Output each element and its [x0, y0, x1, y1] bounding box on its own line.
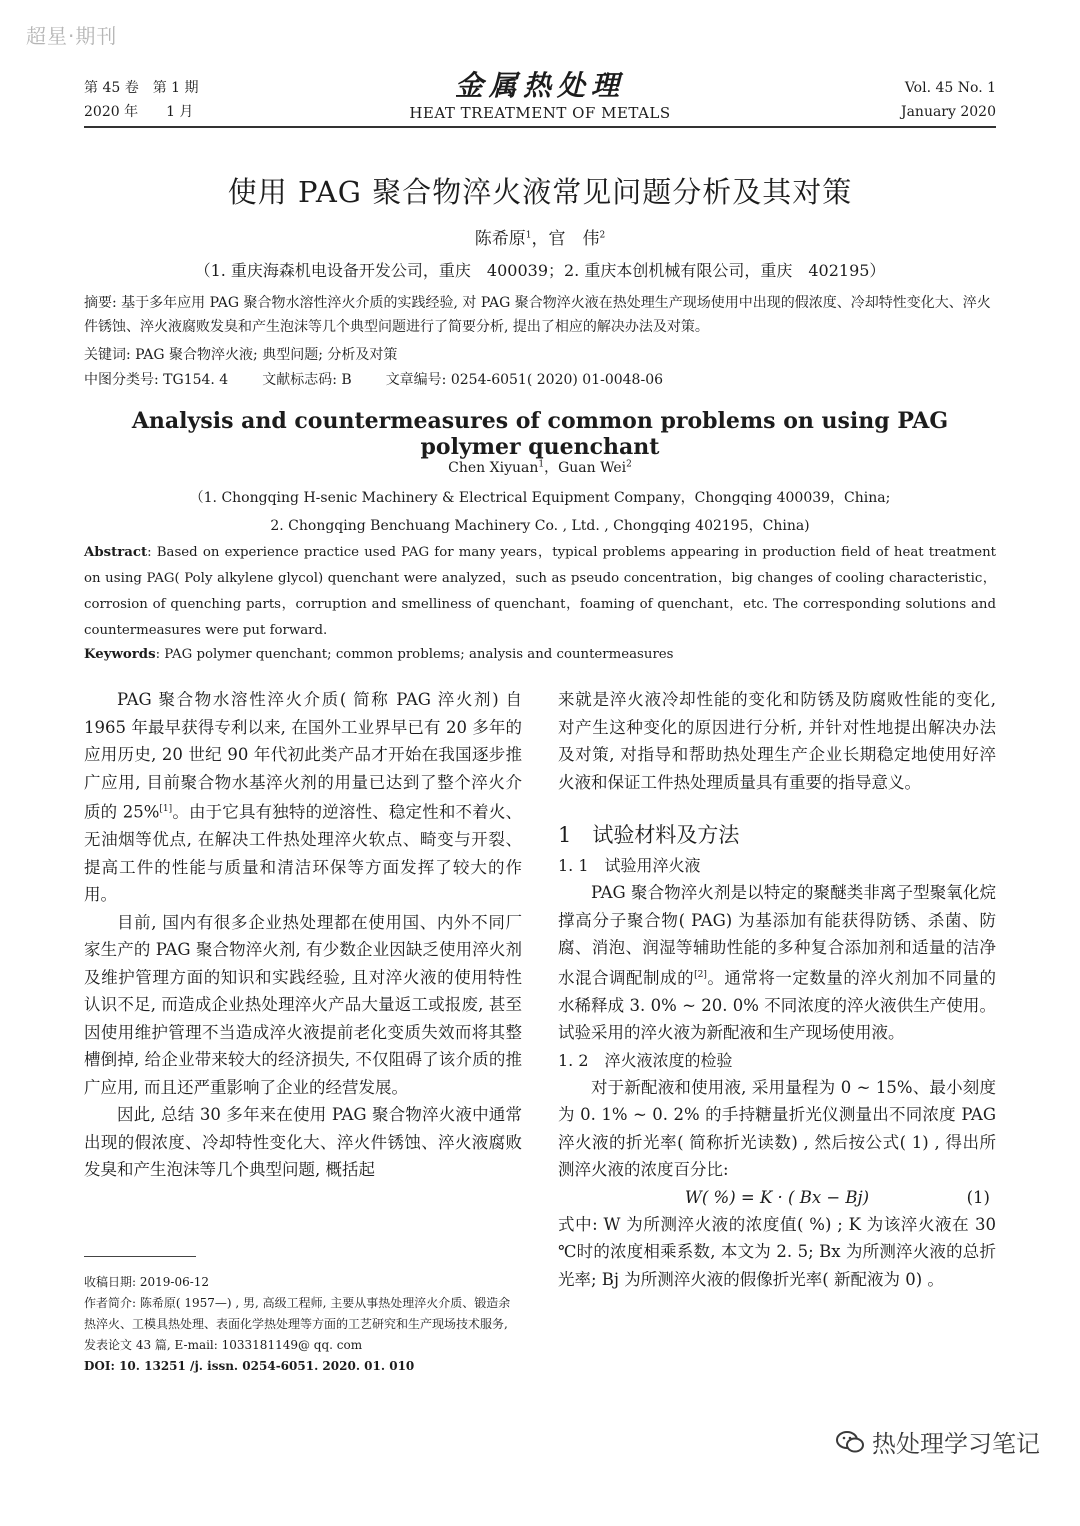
authors-en: Chen Xiyuan$^1$，Guan Wei$^2$ [448, 459, 632, 476]
keywords-en: Keywords: PAG polymer quenchant; common problems; analysis and countermeasures [84, 647, 674, 662]
paper-title-cn: 使用 PAG 聚合物淬火液常见问题分析及其对策 [227, 175, 853, 209]
section-heading-1: 1 试验材料及方法 [558, 823, 740, 847]
author-bio: 作者简介: 陈希原( 1957—) , 男, 高级工程师, 主要从事热处理淬火介质、锻造余热淬火、工模具热处理、表面化学热处理等方面的工艺研究和生产现场技术服务, 发表论文 43 篇, E-mail: 1033181149@ qq. com [84, 1296, 511, 1352]
footnote [84, 1272, 522, 1377]
equation-1: W( %) = K · ( Bx − Bj) (1) [558, 1184, 996, 1211]
paragraph-quenchant: PAG 聚合物淬火剂是以特定的聚醚类非离子型聚氧化烷撑高分子聚合物( PAG) 为基添加有能获得防锈、杀菌、防腐、消泡、润湿等辅助性能的多种复合添加剂和适量的洁净水混合调配制成的[2]。通常将一定数量的淬火剂加不同量的水稀释成 3. 0% ~ 20. 0% 不同浓度的淬火液供生产使用。试验采用的淬火液为新配液和生产现场使用液。 [558, 883, 997, 1042]
year-month: 2020 年 1 月 [84, 104, 194, 120]
paragraph-equation-terms: 式中: W 为所测淬火液的浓度值( %) ; K 为该淬火液在 30 ℃时的浓度相乘系数, 本文为 2. 5; Bx 为所测淬火液的总折光率; Bj 为所测淬火液的假像折光率( 新配液为 0) 。 [558, 1214, 996, 1289]
body-right-column [558, 686, 996, 1293]
clc-number: 中图分类号: TG154. 4 [84, 372, 229, 388]
abstract-cn: 摘要: 基于多年应用 PAG 聚合物水溶性淬火介质的实践经验, 对 PAG 聚合物淬火液在热处理生产现场使用中出现的假浓度、冷却特性变化大、淬火件锈蚀、淬火液腐败发臭和产生泡沫等几个典型问题进行了简要分析, 提出了相应的解决办法及对策。 [84, 295, 991, 335]
date-en: January 2020 [900, 104, 996, 120]
paragraph-intro-2: 目前, 国内有很多企业热处理都在使用国、内外不同厂家生产的 PAG 聚合物淬火剂, 有少数企业因缺乏使用淬火剂及维护管理方面的知识和实践经验, 且对淬火液的使用特性认识不足, 而造成企业热处理淬火产品大量返工或报废, 甚至因使用维护管理不当造成淬火液提前老化变质失效而将其整槽倒掉, 给企业带来较大的经济损失, 不仅阻碍了该介质的推广应用, 而且还严重影响了企业的经营发展。 [84, 912, 522, 1097]
journal-name-en: HEAT TREATMENT OF METALS [409, 104, 671, 122]
paragraph-intro-3: 因此, 总结 30 多年来在使用 PAG 聚合物淬火液中通常出现的假浓度、冷却特性变化大、淬火件锈蚀、淬火液腐败发臭和产生泡沫等几个典型问题, 概括起 [84, 1105, 522, 1179]
received-date: 收稿日期: 2019-06-12 [84, 1275, 210, 1289]
article-id: 文章编号: 0254-6051( 2020) 01-0048-06 [385, 372, 664, 388]
watermark: 超星·期刊 [26, 24, 118, 48]
affiliation-en-1: （1. Chongqing H-senic Machinery & Electrical Equipment Company，Chongqing 400039，China; [189, 490, 891, 506]
doi: DOI: 10. 13251 /j. issn. 0254-6051. 2020. 01. 010 [84, 1359, 415, 1373]
volume-issue-en: Vol. 45 No. 1 [904, 80, 996, 96]
authors-cn: 陈希原$^1$，官 伟$^2$ [474, 229, 606, 249]
footnote-rule [84, 1256, 196, 1257]
paragraph-concentration: 对于新配液和使用液, 采用量程为 0 ~ 15%、最小刻度为 0. 1% ~ 0. 2% 的手持糖量折光仪测量出不同浓度 PAG 淬火液的折光率( 简称折光读数) , 然后按公式( 1) , 得出所测淬火液的浓度百分比: [558, 1077, 996, 1179]
wechat-icon [836, 1430, 864, 1454]
wechat-account-name: 热处理学习笔记 [872, 1430, 1040, 1458]
paragraph-intro-3-cont: 来就是淬火液冷却性能的变化和防锈及防腐败性能的变化, 对产生这种变化的原因进行分析, 并针对性地提出解决办法及对策, 对指导和帮助热处理生产企业长期稳定地使用好淬火液和保证工件热处理质量具有重要的指导意义。 [558, 690, 996, 792]
doc-code: 文献标志码: B [262, 372, 352, 388]
keywords-cn: 关键词: PAG 聚合物淬火液; 典型问题; 分析及对策 [84, 347, 398, 363]
journal-logo-cn: 金属热处理 [454, 69, 625, 102]
subsection-heading-1-2: 1. 2 淬火液浓度的检验 [558, 1050, 733, 1070]
affiliation-cn: （1. 重庆海森机电设备开发公司，重庆 400039；2. 重庆本创机械有限公司，重庆 402195） [194, 261, 886, 280]
subsection-heading-1-1: 1. 1 试验用淬火液 [558, 856, 701, 875]
paragraph-intro-1: PAG 聚合物水溶性淬火介质( 简称 PAG 淬火剂) 自 1965 年最早获得专利以来, 在国外工业界早已有 20 多年的应用历史, 20 世纪 90 年代初此类产品才开始在我国逐步推广应用, 目前聚合物水基淬火剂的用量已达到了整个淬火介质的 25%[1]。由于它具有独特的逆溶性、稳定性和不着火、无油烟等优点, 在解决工件热处理淬火软点、畸变与开裂、提高工件的性能与质量和清洁环保等方面发挥了较大的作用。 [84, 690, 523, 904]
classification-line [84, 369, 996, 391]
abstract-en: Abstract: Based on experience practice used PAG for many years，typical problems appearing in production field of heat treatment on using PAG( Poly alkylene glycol) quenchant were analyzed，such as pseudo concentration，big changes of cooling characteristic，corrosion of quenching parts，corruption and smelliness of quenchant，foaming of quenchant，etc. The corresponding solutions and countermeasures were put forward. [84, 545, 996, 638]
header-rule [84, 126, 996, 128]
equation-number: (1) [966, 1187, 990, 1207]
volume-issue: 第 45 卷 第 1 期 [84, 80, 199, 96]
wechat-watermark [836, 1424, 1040, 1459]
paper-title-en: Analysis and countermeasures of common problems on using PAG polymer quenchant [131, 408, 949, 460]
affiliation-en-2: 2. Chongqing Benchuang Machinery Co. , Ltd. , Chongqing 402195，China) [270, 518, 810, 534]
body-left-column [84, 686, 522, 1184]
